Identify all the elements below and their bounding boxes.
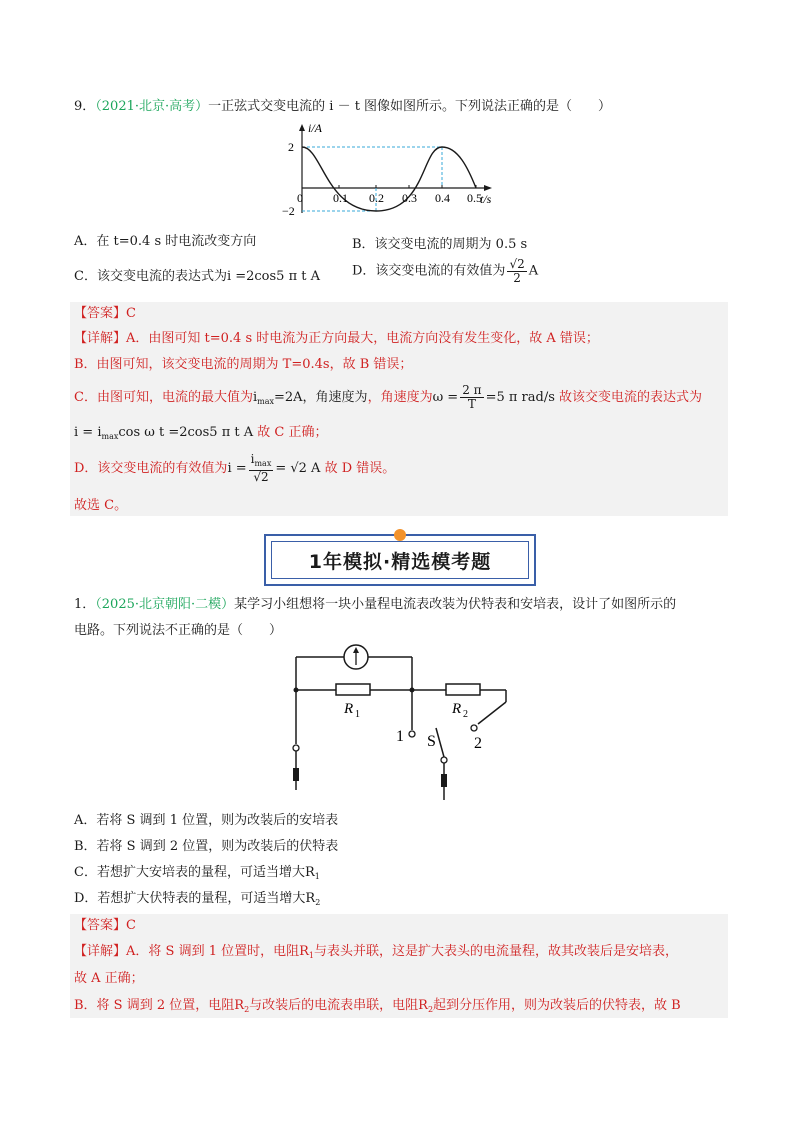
q1-detail-tag: 【详解】 <box>74 944 127 959</box>
q9-detail-b: B．由图可知，该交变电流的周期为 T=0.4s，故 B 错误； <box>74 357 413 372</box>
q9-answer-tag: 【答案】C <box>74 306 136 321</box>
r2-label: R <box>452 701 462 717</box>
q9-detail-c-end: =5 π rad/s <box>485 390 555 405</box>
q9-stem-line <box>74 98 611 116</box>
q1-stem-2: 电路。下列说法不正确的是（ ） <box>74 623 283 638</box>
q9-detail-c2-mid: cos ω t =2cos5 π t A <box>118 425 254 440</box>
q9-option-b: B．该交变电流的周期为 0.5 s <box>352 237 528 252</box>
q1-detail-a-sub: 1 <box>308 951 314 960</box>
q9-x-tick-label: 0.3 <box>402 191 417 205</box>
q9-detail-c-mid: =2A，角速度为 <box>274 390 368 405</box>
q9-detail-c2 <box>74 424 328 446</box>
q9-x-tick-label: 0.5 <box>467 191 482 205</box>
q9-x-axis-label: t/s <box>480 192 492 206</box>
q9-source: （2021·北京·高考） <box>95 99 209 114</box>
q9-detail-a <box>74 330 599 348</box>
q9-detail-d-end: = √2 A <box>275 461 321 476</box>
q1-detail-b-mid: 与改装后的电流表串联，电阻R <box>249 998 428 1013</box>
q9-option-d-denominator: 2 <box>513 271 521 285</box>
q9-detail-c-frac-den: T <box>467 397 476 411</box>
q9-option-d <box>352 258 538 285</box>
q1-answer-tag: 【答案】C <box>74 918 136 933</box>
q9-x-tick-label: 0.1 <box>333 191 348 205</box>
q9-detail-c-angular: ，角速度为 <box>367 390 433 405</box>
terminal-left <box>293 768 299 781</box>
q9-detail-c2-sub: max <box>101 432 119 441</box>
q9-detail-d <box>74 452 395 486</box>
banner-dot-icon <box>394 529 406 541</box>
q9-number: 9． <box>74 99 96 114</box>
q1-option-d-sub: 2 <box>315 898 321 907</box>
q9-stem: 一正弦式交变电流的 i － t 图像如图所示。下列说法正确的是（ ） <box>208 99 612 114</box>
q9-detail-c-omega: ω = <box>432 390 459 405</box>
q9-y-axis-label: i/A <box>308 121 322 135</box>
q9-y-bottom-label: −2 <box>282 204 295 218</box>
q9-detail-d-frac-num: i <box>250 452 255 466</box>
q9-y-top-label: 2 <box>288 140 294 154</box>
section-banner <box>264 530 536 586</box>
q9-origin-label: 0 <box>297 191 303 205</box>
q1-circuit-diagram <box>286 640 526 808</box>
q9-detail-c-max-sub: max <box>257 397 274 406</box>
q9-detail-d-frac-den: √2 <box>253 470 269 484</box>
q9-conclusion: 故选 C。 <box>74 498 128 513</box>
q9-detail-c-pre: C．由图可知，电流的最大值为 <box>74 390 253 405</box>
resistor-r2 <box>446 684 480 695</box>
r1-sub: 1 <box>355 709 360 720</box>
q9-detail-a-text: A．由图可知 t=0.4 s 时电流为正方向最大，电流方向没有发生变化，故 A 错误； <box>126 331 599 346</box>
q9-option-a: A．在 t=0.4 s 时电流改变方向 <box>74 234 257 249</box>
q9-detail-c <box>74 384 702 415</box>
q9-it-graph <box>282 118 512 226</box>
galvanometer-icon <box>344 645 368 669</box>
q1-detail-b <box>74 997 681 1019</box>
q9-detail-d-frac-num-sub: max <box>254 459 272 468</box>
q1-detail-b-sub: 2 <box>244 1005 250 1014</box>
q9-detail-tag: 【详解】 <box>74 331 127 346</box>
q9-detail-c2-tail: 故 C 正确； <box>257 425 328 440</box>
q9-option-d-text: D．该交变电流的有效值为 <box>352 263 506 279</box>
resistor-r1 <box>336 684 370 695</box>
q9-detail-c-frac-num: 2 π <box>462 383 482 397</box>
q1-number: 1． <box>74 597 96 612</box>
q1-detail-a-post: 与表头并联，这是扩大表头的电流量程，故其改装后是安培表， <box>314 944 679 959</box>
q9-x-tick-label: 0.2 <box>369 191 384 205</box>
terminal-right <box>441 774 447 787</box>
q9-detail-c-imax: i <box>252 390 258 405</box>
q1-detail-a2: 故 A 正确； <box>74 971 144 986</box>
q9-option-d-numerator: √2 <box>509 257 525 271</box>
switch-position-1: 1 <box>396 728 404 745</box>
q1-stem-line1 <box>74 596 676 614</box>
q1-source: （2025·北京朝阳·二模） <box>95 597 235 612</box>
switch-label: S <box>427 733 436 750</box>
q9-option-d-unit: A <box>528 263 539 279</box>
q1-detail-b-sub2: 2 <box>427 1005 434 1014</box>
q1-detail-a <box>74 943 678 965</box>
r2-sub: 2 <box>463 709 468 720</box>
q1-stem-1: 某学习小组想将一块小量程电流表改装为伏特表和安培表，设计了如图所示的 <box>234 597 677 612</box>
q1-option-a: A．若将 S 调到 1 位置，则为改装后的安培表 <box>74 813 339 828</box>
q9-detail-d-i: i = <box>227 461 247 476</box>
q1-detail-b-pre: B．将 S 调到 2 位置，电阻R <box>74 998 245 1013</box>
q1-option-b: B．若将 S 调到 2 位置，则为改装后的伏特表 <box>74 839 339 854</box>
q1-option-d-text: D．若想扩大伏特表的量程，可适当增大R <box>74 891 316 906</box>
q1-detail-a-pre: A．将 S 调到 1 位置时，电阻R <box>126 944 309 959</box>
r1-label: R <box>344 701 354 717</box>
q1-option-d <box>74 890 320 912</box>
q9-detail-d-pre: D．该交变电流的有效值为 <box>74 461 228 476</box>
q9-detail-c2-pre: i = i <box>74 425 102 440</box>
q1-option-c-sub: 1 <box>314 872 320 881</box>
q9-option-c: C．该交变电流的表达式为i =2cos5 π t A <box>74 269 321 284</box>
q9-detail-c-tail: 故该交变电流的表达式为 <box>559 390 703 405</box>
section-banner-title: 1年模拟·精选模考题 <box>308 550 492 573</box>
switch-position-2: 2 <box>474 735 482 752</box>
q9-detail-d-tail: 故 D 错误。 <box>324 461 396 476</box>
q1-option-c-text: C．若想扩大安培表的量程，可适当增大R <box>74 865 315 880</box>
q1-detail-b-post: 起到分压作用，则为改装后的伏特表，故 B <box>433 998 681 1013</box>
q1-option-c <box>74 864 320 886</box>
q9-x-tick-label: 0.4 <box>435 191 450 205</box>
